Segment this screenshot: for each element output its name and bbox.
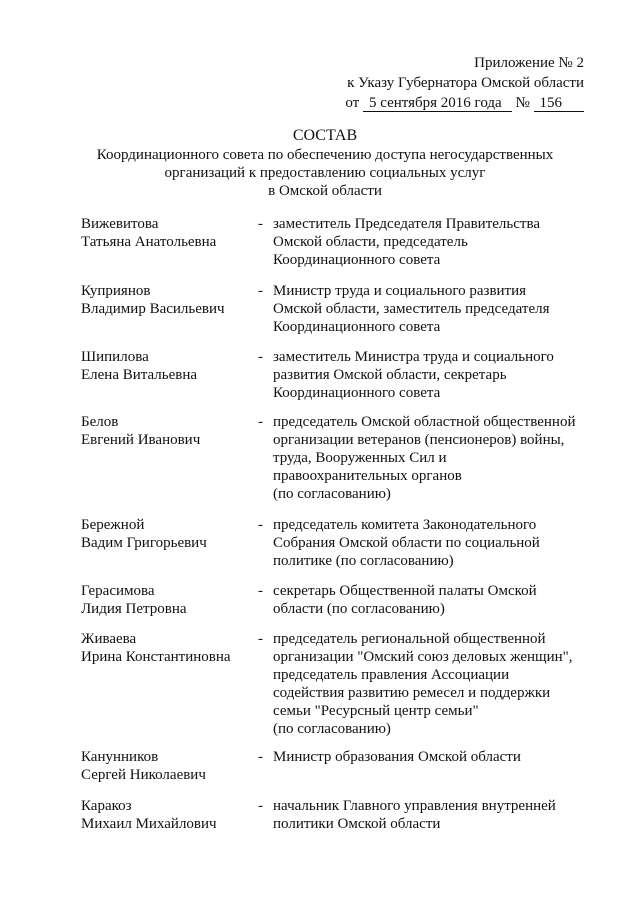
annex-header xyxy=(345,53,584,113)
member-surname: Вижевитова xyxy=(81,216,159,232)
member-dash: - xyxy=(258,583,263,599)
member-surname: Герасимова xyxy=(81,583,155,599)
member-dash: - xyxy=(258,517,263,533)
member-role-line: организации "Омский союз деловых женщин", xyxy=(273,649,573,665)
member-role-line: правоохранительных органов xyxy=(273,468,462,484)
member-surname: Каракоз xyxy=(81,798,132,814)
title-line: Координационного совета по обеспечению доступа негосударственных xyxy=(96,147,554,163)
member-role-line: развития Омской области, секретарь xyxy=(273,367,507,383)
member-role-line: семьи "Ресурсный центр семьи" xyxy=(273,703,479,719)
member-role-line: председатель региональной общественной xyxy=(273,631,546,647)
member-role-line: Омской области, заместитель председателя xyxy=(273,301,550,317)
member-given-name: Татьяна Анатольевна xyxy=(81,234,217,250)
member-surname: Канунников xyxy=(81,749,159,765)
decree-date: 5 сентября 2016 года xyxy=(363,95,512,112)
member-role-line: содействия развитию ремесел и поддержки xyxy=(273,685,551,701)
member-role-line: труда, Вооруженных Сил и xyxy=(273,450,447,466)
member-role xyxy=(273,282,593,336)
member-given-name: Евгений Иванович xyxy=(81,432,201,448)
title-line: в Омской области xyxy=(268,183,382,199)
member-role xyxy=(273,516,593,570)
member-dash: - xyxy=(258,283,263,299)
member-surname: Бережной xyxy=(81,517,145,533)
annex-number-line: Приложение № 2 xyxy=(474,55,584,71)
member-role-line: (по согласованию) xyxy=(273,721,391,737)
member-dash: - xyxy=(258,216,263,232)
member-surname: Белов xyxy=(81,414,119,430)
member-given-name: Ирина Константиновна xyxy=(81,649,231,665)
date-prefix: от xyxy=(345,95,360,111)
member-name xyxy=(81,215,251,251)
member-given-name: Сергей Николаевич xyxy=(81,767,206,783)
member-role xyxy=(273,797,593,833)
title-heading: СОСТАВ xyxy=(292,127,358,144)
member-role xyxy=(273,413,593,503)
member-role-line: (по согласованию) xyxy=(273,486,391,502)
member-role-line: секретарь Общественной палаты Омской xyxy=(273,583,537,599)
member-role-line: начальник Главного управления внутренней xyxy=(273,798,556,814)
member-dash: - xyxy=(258,798,263,814)
title-line: организаций к предоставлению социальных услуг xyxy=(164,165,486,181)
member-role xyxy=(273,582,593,618)
member-role-line: области (по согласованию) xyxy=(273,601,445,617)
member-surname: Куприянов xyxy=(81,283,151,299)
member-role-line: политике (по согласованию) xyxy=(273,553,454,569)
member-dash: - xyxy=(258,414,263,430)
member-role xyxy=(273,748,593,766)
member-given-name: Елена Витальевна xyxy=(81,367,198,383)
member-role xyxy=(273,215,593,269)
member-role-line: заместитель Министра труда и социального xyxy=(273,349,554,365)
member-role-line: политики Омской области xyxy=(273,816,441,832)
member-role-line: председатель комитета Законодательного xyxy=(273,517,537,533)
member-given-name: Вадим Григорьевич xyxy=(81,535,207,551)
member-name xyxy=(81,630,251,666)
member-surname: Шипилова xyxy=(81,349,149,365)
member-role-line: Омской области, председатель xyxy=(273,234,468,250)
member-role-line: Министр образования Омской области xyxy=(273,749,521,765)
member-role-line: заместитель Председателя Правительства xyxy=(273,216,541,232)
document-title xyxy=(60,127,590,200)
member-role-line: Министр труда и социального развития xyxy=(273,283,527,299)
member-role-line: Координационного совета xyxy=(273,252,441,268)
member-given-name: Владимир Васильевич xyxy=(81,301,225,317)
member-role xyxy=(273,630,593,738)
member-name xyxy=(81,748,251,784)
member-name xyxy=(81,797,251,833)
member-name xyxy=(81,582,251,618)
member-dash: - xyxy=(258,749,263,765)
member-name xyxy=(81,413,251,449)
member-surname: Живаева xyxy=(81,631,137,647)
member-role-line: председатель Омской областной общественной xyxy=(273,414,576,430)
member-role-line: Координационного совета xyxy=(273,319,441,335)
annex-date-number-line xyxy=(345,93,584,113)
member-role-line: Координационного совета xyxy=(273,385,441,401)
member-role xyxy=(273,348,593,402)
number-prefix: № xyxy=(515,95,530,111)
member-given-name: Михаил Михайлович xyxy=(81,816,217,832)
member-role-line: председатель правления Ассоциации xyxy=(273,667,510,683)
member-role-line: Собрания Омской области по социальной xyxy=(273,535,540,551)
annex-decree-line: к Указу Губернатора Омской области xyxy=(347,75,584,91)
member-name xyxy=(81,282,251,318)
member-dash: - xyxy=(258,631,263,647)
member-given-name: Лидия Петровна xyxy=(81,601,187,617)
member-name xyxy=(81,348,251,384)
member-role-line: организации ветеранов (пенсионеров) войны, xyxy=(273,432,565,448)
decree-number: 156 xyxy=(534,95,585,112)
member-dash: - xyxy=(258,349,263,365)
member-name xyxy=(81,516,251,552)
